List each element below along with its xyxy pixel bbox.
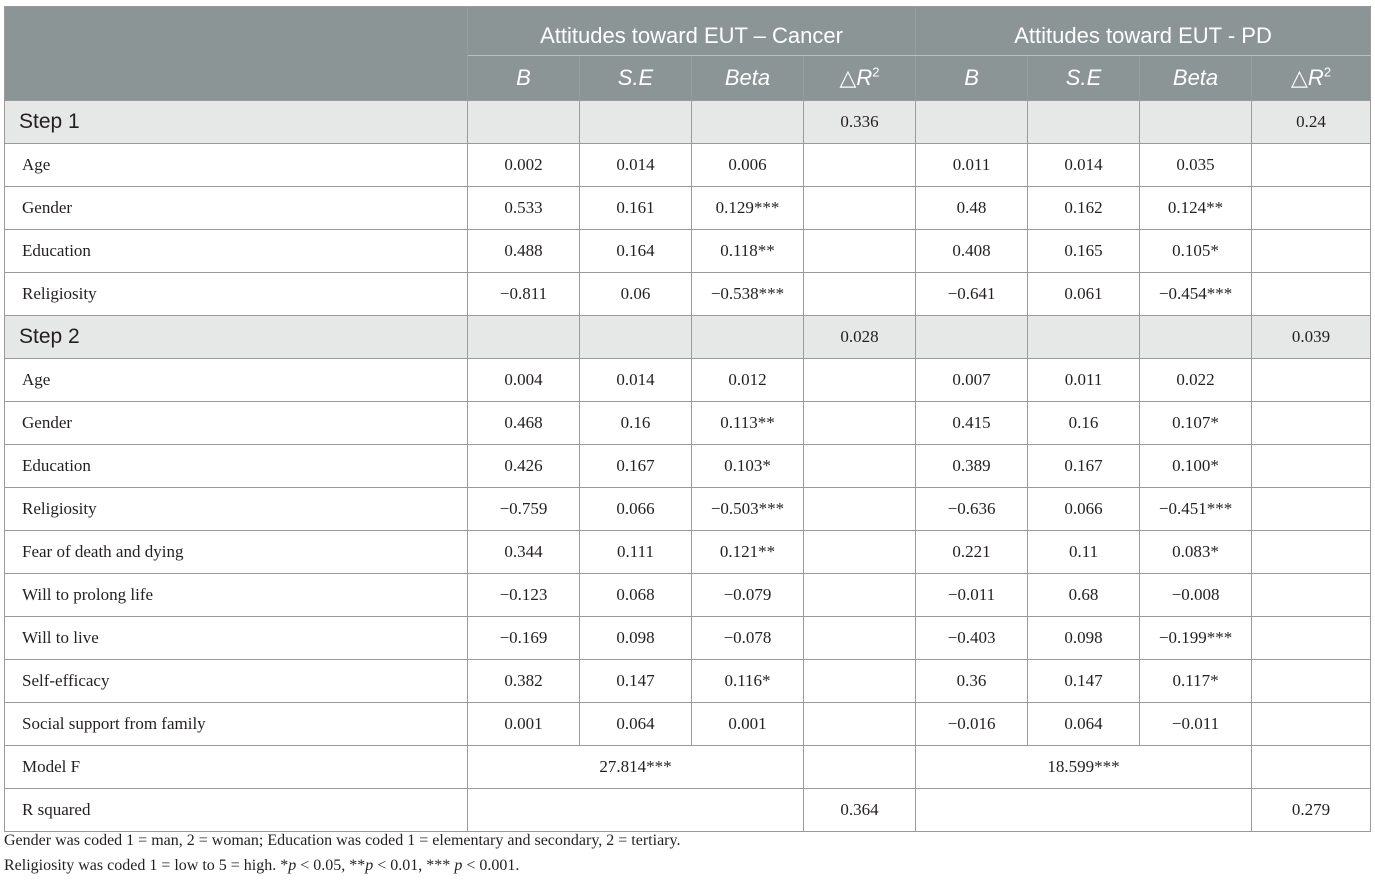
row-label: Fear of death and dying	[5, 531, 468, 574]
pd-se: 0.064	[1028, 703, 1140, 746]
cancer-b: −0.169	[468, 617, 580, 660]
cancer-se: 0.164	[580, 230, 692, 273]
row-label: Gender	[5, 187, 468, 230]
step-2-cancer-delta-r2: 0.028	[804, 316, 916, 359]
pd-b: −0.636	[916, 488, 1028, 531]
cancer-b: −0.811	[468, 273, 580, 316]
model-f-label: Model F	[5, 746, 468, 789]
cancer-beta: 0.006	[692, 144, 804, 187]
header-corner	[5, 7, 468, 101]
cancer-beta: −0.078	[692, 617, 804, 660]
pd-se: 0.014	[1028, 144, 1140, 187]
regression-table	[4, 6, 1371, 832]
header-cancer-se: S.E	[580, 56, 692, 101]
cancer-b: 0.344	[468, 531, 580, 574]
pd-b: −0.403	[916, 617, 1028, 660]
cancer-se: 0.161	[580, 187, 692, 230]
cancer-se: 0.014	[580, 359, 692, 402]
pd-beta: 0.105*	[1140, 230, 1252, 273]
footnote-coding: Gender was coded 1 = man, 2 = woman; Education was coded 1 = elementary and secondary, 2 = tertiary.	[4, 832, 681, 849]
pd-beta: −0.008	[1140, 574, 1252, 617]
cancer-se: 0.068	[580, 574, 692, 617]
row-label: Age	[5, 359, 468, 402]
header-pd-b: B	[916, 56, 1028, 101]
pd-se: 0.061	[1028, 273, 1140, 316]
cancer-beta: 0.121**	[692, 531, 804, 574]
cancer-beta: −0.538***	[692, 273, 804, 316]
cancer-b: 0.004	[468, 359, 580, 402]
cancer-b: 0.002	[468, 144, 580, 187]
cancer-b: −0.123	[468, 574, 580, 617]
pd-beta: 0.035	[1140, 144, 1252, 187]
step-1-age-row	[5, 144, 1371, 187]
pd-se: 0.066	[1028, 488, 1140, 531]
cancer-beta: −0.503***	[692, 488, 804, 531]
pd-se: 0.68	[1028, 574, 1140, 617]
step-2-will-to-live-row	[5, 617, 1371, 660]
step-1-row	[5, 101, 1371, 144]
pd-beta: 0.100*	[1140, 445, 1252, 488]
cancer-beta: −0.079	[692, 574, 804, 617]
pd-beta: 0.022	[1140, 359, 1252, 402]
pd-se: 0.165	[1028, 230, 1140, 273]
r-squared-pd: 0.279	[1252, 789, 1371, 832]
header-pd-beta: Beta	[1140, 56, 1252, 101]
pd-se: 0.167	[1028, 445, 1140, 488]
table-body	[5, 101, 1371, 832]
step-2-social-support-row	[5, 703, 1371, 746]
cancer-se: 0.014	[580, 144, 692, 187]
cancer-beta: 0.001	[692, 703, 804, 746]
cancer-se: 0.111	[580, 531, 692, 574]
pd-beta: 0.117*	[1140, 660, 1252, 703]
pd-se: 0.098	[1028, 617, 1140, 660]
header-pd-se: S.E	[1028, 56, 1140, 101]
step-2-gender-row	[5, 402, 1371, 445]
pd-b: 0.007	[916, 359, 1028, 402]
pd-beta: 0.124**	[1140, 187, 1252, 230]
row-label: Social support from family	[5, 703, 468, 746]
pd-b: −0.016	[916, 703, 1028, 746]
step-2-age-row	[5, 359, 1371, 402]
step-2-fear-of-death-row	[5, 531, 1371, 574]
pd-beta: −0.451***	[1140, 488, 1252, 531]
footnote-significance: Religiosity was coded 1 = low to 5 = high. *p < 0.05, **p < 0.01, *** p < 0.001.	[4, 857, 520, 874]
pd-se: 0.16	[1028, 402, 1140, 445]
cancer-se: 0.16	[580, 402, 692, 445]
row-label: Self-efficacy	[5, 660, 468, 703]
header-group-row	[5, 7, 1371, 56]
cancer-b: 0.468	[468, 402, 580, 445]
pd-b: 0.408	[916, 230, 1028, 273]
cancer-beta: 0.116*	[692, 660, 804, 703]
header-cancer-b: B	[468, 56, 580, 101]
header-pd-delta-r2: $\triangle R^2$	[1252, 56, 1371, 101]
pd-se: 0.162	[1028, 187, 1140, 230]
r-squared-row	[5, 789, 1371, 832]
step-2-education-row	[5, 445, 1371, 488]
pd-b: 0.415	[916, 402, 1028, 445]
cancer-se: 0.098	[580, 617, 692, 660]
cancer-beta: 0.103*	[692, 445, 804, 488]
pd-se: 0.11	[1028, 531, 1140, 574]
pd-beta: −0.011	[1140, 703, 1252, 746]
cancer-b: −0.759	[468, 488, 580, 531]
row-label: Age	[5, 144, 468, 187]
cancer-se: 0.167	[580, 445, 692, 488]
row-label: Education	[5, 230, 468, 273]
step-2-row	[5, 316, 1371, 359]
pd-b: 0.48	[916, 187, 1028, 230]
header-cancer-beta: Beta	[692, 56, 804, 101]
cancer-b: 0.533	[468, 187, 580, 230]
cancer-b: 0.382	[468, 660, 580, 703]
cancer-b: 0.001	[468, 703, 580, 746]
pd-beta: −0.454***	[1140, 273, 1252, 316]
step-2-label: Step 2	[5, 316, 468, 359]
row-label: Will to live	[5, 617, 468, 660]
cancer-se: 0.064	[580, 703, 692, 746]
step-1-pd-delta-r2: 0.24	[1252, 101, 1371, 144]
header-cancer-group: Attitudes toward EUT – Cancer	[468, 7, 916, 56]
step-2-will-to-prolong-life-row	[5, 574, 1371, 617]
header-pd-group: Attitudes toward EUT - PD	[916, 7, 1371, 56]
cancer-beta: 0.012	[692, 359, 804, 402]
step-1-education-row	[5, 230, 1371, 273]
pd-b: 0.221	[916, 531, 1028, 574]
cancer-se: 0.06	[580, 273, 692, 316]
pd-b: −0.641	[916, 273, 1028, 316]
row-label: Religiosity	[5, 273, 468, 316]
cancer-se: 0.066	[580, 488, 692, 531]
step-2-religiosity-row	[5, 488, 1371, 531]
pd-beta: 0.083*	[1140, 531, 1252, 574]
row-label: Gender	[5, 402, 468, 445]
model-f-pd: 18.599***	[916, 746, 1252, 789]
model-f-row	[5, 746, 1371, 789]
r-squared-label: R squared	[5, 789, 468, 832]
cancer-b: 0.426	[468, 445, 580, 488]
step-1-label: Step 1	[5, 101, 468, 144]
cancer-b: 0.488	[468, 230, 580, 273]
row-label: Religiosity	[5, 488, 468, 531]
pd-b: 0.389	[916, 445, 1028, 488]
step-1-cancer-delta-r2: 0.336	[804, 101, 916, 144]
cancer-beta: 0.113**	[692, 402, 804, 445]
cancer-se: 0.147	[580, 660, 692, 703]
model-f-cancer: 27.814***	[468, 746, 804, 789]
pd-beta: 0.107*	[1140, 402, 1252, 445]
pd-b: 0.36	[916, 660, 1028, 703]
pd-b: −0.011	[916, 574, 1028, 617]
step-1-gender-row	[5, 187, 1371, 230]
pd-se: 0.011	[1028, 359, 1140, 402]
step-2-self-efficacy-row	[5, 660, 1371, 703]
cancer-beta: 0.118**	[692, 230, 804, 273]
step-2-pd-delta-r2: 0.039	[1252, 316, 1371, 359]
pd-se: 0.147	[1028, 660, 1140, 703]
row-label: Will to prolong life	[5, 574, 468, 617]
step-1-religiosity-row	[5, 273, 1371, 316]
r-squared-cancer: 0.364	[804, 789, 916, 832]
pd-b: 0.011	[916, 144, 1028, 187]
cancer-beta: 0.129***	[692, 187, 804, 230]
row-label: Education	[5, 445, 468, 488]
pd-beta: −0.199***	[1140, 617, 1252, 660]
header-cancer-delta-r2: $\triangle R^2$	[804, 56, 916, 101]
